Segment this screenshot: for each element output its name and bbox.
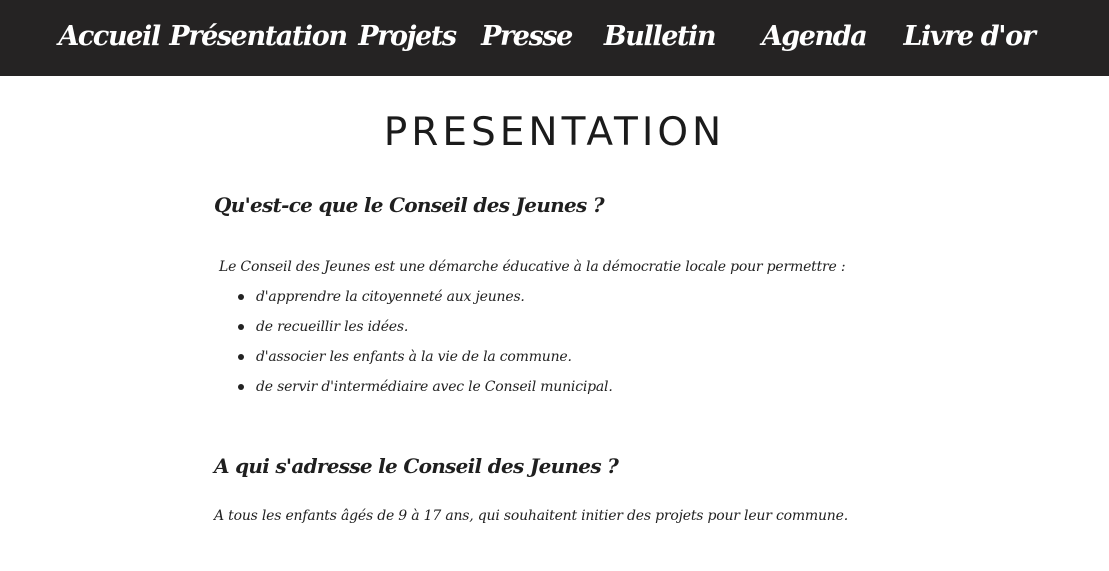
presentation-content: [214, 190, 914, 525]
youth-council-goals-list: [238, 285, 914, 405]
youth-council-audience-section: [214, 451, 914, 525]
bullet-dot-icon: [238, 294, 244, 300]
page-title: PRESENTATION: [383, 110, 726, 156]
youth-council-goal-item: [238, 375, 914, 405]
youth-council-goal-item: [238, 285, 914, 315]
youth-council-definition-intro: Le Conseil des Jeunes est une démarche éducative à la démocratie locale pour permettre :: [219, 259, 846, 275]
nav-link-accueil[interactable]: Accueil: [58, 20, 160, 52]
youth-council-goal-text: d'associer les enfants à la vie de la commune.: [256, 349, 572, 365]
youth-council-audience-text: A tous les enfants âgés de 9 à 17 ans, qui souhaitent initier des projets pour leur commune.: [214, 508, 848, 524]
top-navigation-bar: [0, 0, 1109, 76]
bullet-dot-icon: [238, 354, 244, 360]
youth-council-goal-text: de recueillir les idées.: [256, 319, 409, 335]
youth-council-goal-item: [238, 345, 914, 375]
nav-link-projets[interactable]: Projets: [358, 20, 456, 52]
youth-council-definition-heading: Qu'est-ce que le Conseil des Jeunes ?: [214, 193, 604, 217]
nav-link-bulletin[interactable]: Bulletin: [603, 20, 716, 52]
nav-link-presentation[interactable]: Présentation: [169, 20, 347, 52]
youth-council-audience-heading: A qui s'adresse le Conseil des Jeunes ?: [214, 454, 619, 478]
youth-council-definition-section: [214, 190, 914, 405]
youth-council-goal-text: de servir d'intermédiaire avec le Conseil municipal.: [256, 379, 613, 395]
nav-link-agenda[interactable]: Agenda: [761, 20, 867, 52]
nav-link-presse[interactable]: Presse: [481, 20, 572, 52]
youth-council-goal-item: [238, 315, 914, 345]
nav-link-livre-dor[interactable]: Livre d'or: [903, 20, 1035, 52]
youth-council-goal-text: d'apprendre la citoyenneté aux jeunes.: [256, 289, 525, 305]
bullet-dot-icon: [238, 384, 244, 390]
bullet-dot-icon: [238, 324, 244, 330]
